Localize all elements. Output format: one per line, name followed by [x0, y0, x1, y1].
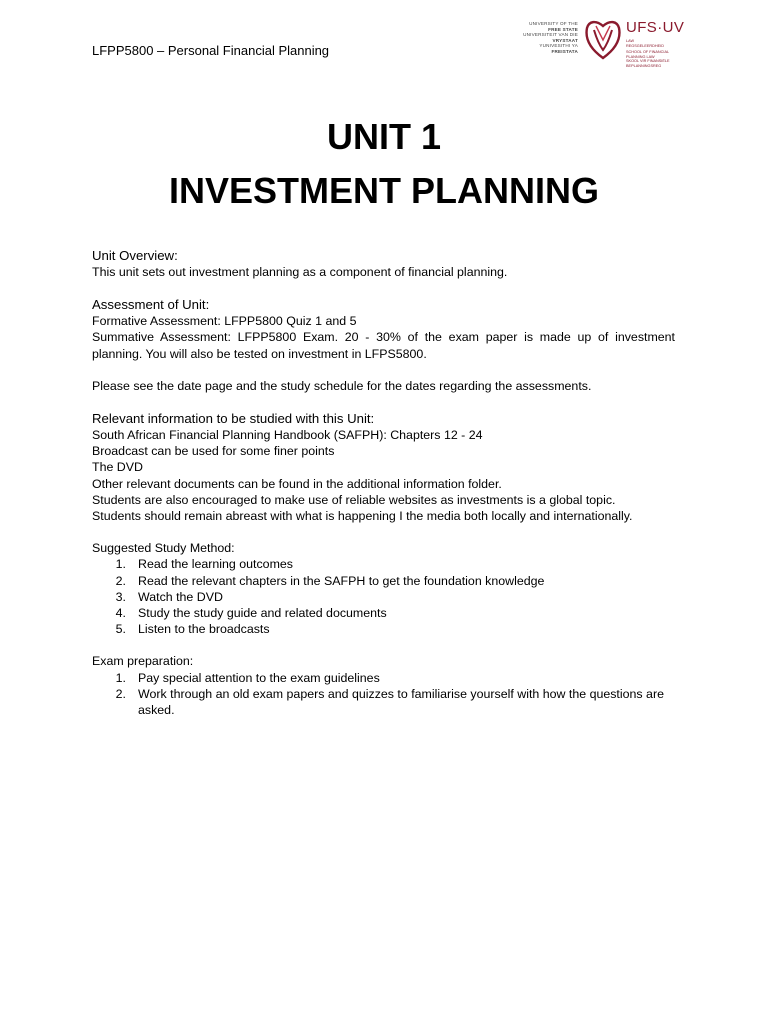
assessment-note: Please see the date page and the study schedule for the dates regarding the assessments. — [92, 378, 592, 393]
list-item: 2. Read the relevant chapters in the SAFPH to get the foundation knowledge — [115, 573, 545, 588]
ufs-brand-text: UFS·UV — [626, 19, 685, 36]
relevant-info-line: Broadcast can be used for some finer points — [92, 444, 335, 459]
unit-number: UNIT 1 — [326, 116, 441, 157]
exam-prep-heading: Exam preparation: — [92, 654, 194, 669]
university-name-text: UNIVERSITY OF THE FREE STATE UNIVERSITEIT VAN DIE VRYSTAAT YUNIVESITHI YA FREISTATA — [523, 21, 578, 54]
relevant-info-line: Students are also encouraged to make use of reliable websites as investments is a global topic. — [92, 492, 616, 507]
list-item: 2. Work through an old exam papers and quizzes to familiarise yourself with how the questions are asked. — [115, 686, 664, 718]
unit-title — [0, 110, 768, 218]
unit-content — [92, 247, 675, 718]
list-item: 1. Pay special attention to the exam guidelines — [115, 670, 380, 685]
list-item: 5. Listen to the broadcasts — [115, 622, 270, 637]
summative-assessment: Summative Assessment: LFPP5800 Exam. 20 - 30% of the exam paper is made up of investment planning. You will also be tested on investment in LFPS5800. — [92, 330, 675, 361]
unit-name: INVESTMENT PLANNING — [168, 170, 599, 211]
list-item: 3. Watch the DVD — [115, 589, 223, 604]
relevant-info-line: Other relevant documents can be found in the additional information folder. — [92, 476, 502, 491]
overview-heading: Unit Overview: — [92, 248, 178, 263]
relevant-info-heading: Relevant information to be studied with this Unit: — [92, 411, 375, 427]
study-method-heading: Suggested Study Method: — [92, 541, 235, 556]
relevant-info-line: Students should remain abreast with what is happening I the media both locally and internationally. — [92, 509, 633, 524]
relevant-info-line: South African Financial Planning Handbook (SAFPH): Chapters 12 - 24 — [92, 428, 483, 443]
exam-prep-list — [92, 670, 675, 719]
assessment-heading: Assessment of Unit: — [92, 297, 210, 313]
school-name-text: LAW REGSGELEERDHEID SCHOOL OF FINANCIAL PLANNING LAW SKOOL VIR FINANSIËLE BEPLANNINGSREG — [626, 39, 670, 68]
list-item: 4. Study the study guide and related documents — [115, 606, 387, 621]
relevant-info-line: The DVD — [92, 460, 143, 475]
ufs-logo — [512, 18, 685, 82]
running-header: LFPP5800 – Personal Financial Planning — [92, 43, 330, 58]
overview-text: This unit sets out investment planning as a component of financial planning. — [92, 265, 508, 279]
formative-assessment: Formative Assessment: LFPP5800 Quiz 1 and 5 — [92, 314, 357, 329]
list-item: 1. Read the learning outcomes — [115, 557, 293, 572]
study-method-list — [92, 556, 675, 637]
ufs-emblem-icon — [583, 18, 623, 60]
